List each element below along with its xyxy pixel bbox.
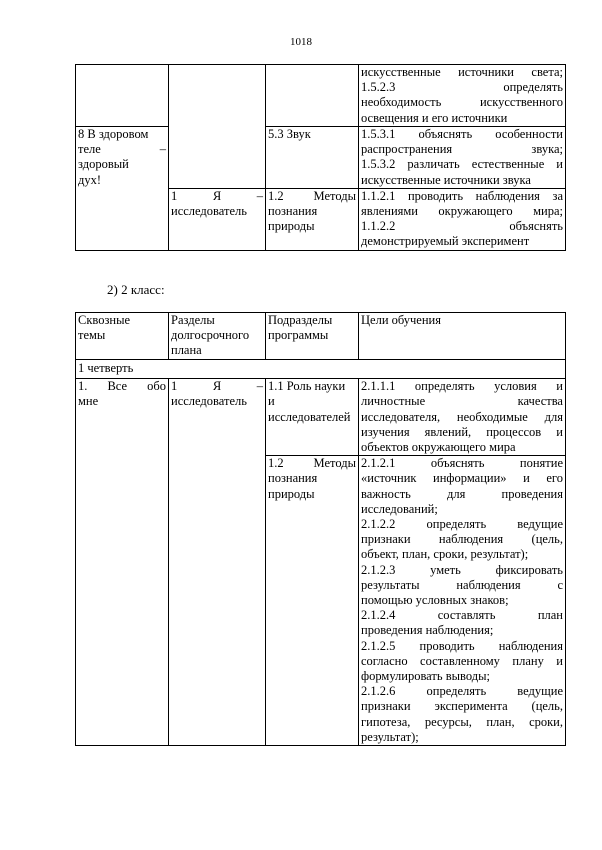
subsection-text: 5.3 Звук	[268, 127, 311, 141]
header-line: Цели обучения	[361, 313, 441, 327]
goal-line: объект, план, сроки, результат);	[361, 547, 529, 562]
goals-cell	[359, 188, 566, 250]
goal-line: 1.5.3.2 различать естественные и	[361, 157, 563, 172]
goal-line: 2.1.2.1 объяснять понятие	[361, 456, 563, 471]
theme-cell	[76, 65, 169, 127]
quarter-label: 1 четверть	[76, 360, 566, 379]
quarter-row	[76, 360, 566, 379]
goal-line: 2.1.2.5 проводить наблюдения	[361, 638, 563, 653]
table-row	[76, 127, 566, 189]
header-subsections	[266, 313, 359, 360]
subsection-cell	[266, 379, 359, 456]
goal-line: изучения явлений, процессов и	[361, 424, 563, 439]
table-row	[76, 65, 566, 127]
table-header-row	[76, 313, 566, 360]
subsection-line: познания	[268, 204, 318, 219]
header-line: Подразделы	[268, 313, 333, 327]
grade-heading: 2) 2 класс:	[107, 282, 165, 297]
subsection-line: 1.2 Методы	[268, 456, 356, 471]
goal-line: исследователя, необходимые для	[361, 409, 563, 424]
goal-line: объектов окружающего мира	[361, 440, 516, 455]
goal-line: 2.1.2.6 определять ведущие	[361, 684, 563, 699]
subsection-line: 1.2 Методы	[268, 188, 356, 203]
subsection-cell	[266, 65, 359, 127]
header-goals	[359, 313, 566, 360]
goal-line: 1.1.2.2 объяснять	[361, 219, 563, 234]
goal-line: распространения звука;	[361, 142, 563, 157]
header-line: Разделы	[171, 313, 215, 327]
theme-line: дух!	[78, 172, 102, 187]
goals-cell	[359, 379, 566, 456]
goal-line: 1.1.2.1 проводить наблюдения за	[361, 188, 563, 203]
goal-line: исследований;	[361, 501, 438, 516]
goal-line: необходимость искусственного	[361, 95, 563, 110]
theme-line: мне	[78, 394, 99, 409]
subsection-cell	[266, 456, 359, 746]
header-line: долгосрочного	[171, 328, 250, 343]
goal-line: 2.1.2.3 уметь фиксировать	[361, 562, 563, 577]
goal-line: демонстрируемый эксперимент	[361, 234, 530, 249]
theme-line: здоровый	[78, 157, 129, 172]
goal-line: результат);	[361, 729, 419, 744]
goal-line: признаки наблюдения (цель,	[361, 532, 563, 547]
goal-line: 1.5.3.1 объяснять особенности	[361, 127, 563, 141]
section-cell	[169, 379, 266, 746]
section-line: 1 Я –	[171, 188, 263, 203]
section-cell	[169, 65, 266, 189]
subsection-line: 1.1 Роль науки	[268, 379, 346, 394]
theme-cell	[76, 127, 169, 251]
goals-cell	[359, 127, 566, 189]
header-sections	[169, 313, 266, 360]
section-cell	[169, 188, 266, 250]
subsection-cell	[266, 188, 359, 250]
header-line: плана	[171, 343, 202, 358]
header-themes	[76, 313, 169, 360]
subsection-line: и	[268, 394, 275, 409]
section-line: исследователь	[171, 394, 247, 409]
goal-line: «источник информации» и его	[361, 471, 563, 486]
goal-line: признаки эксперимента (цель,	[361, 699, 563, 714]
goal-line: 2.1.2.4 составлять план	[361, 608, 563, 623]
subsection-line: природы	[268, 486, 315, 501]
table-row	[76, 379, 566, 456]
theme-cell	[76, 379, 169, 746]
goal-line: освещения и его источники	[361, 110, 508, 125]
goal-line: 1.5.2.3 определять	[361, 80, 563, 95]
subsection-cell	[266, 127, 359, 189]
goal-line: личностные качества	[361, 394, 563, 409]
theme-line: 8 В здоровом	[78, 127, 149, 141]
curriculum-table-grade-2	[75, 312, 566, 746]
header-line: программы	[268, 328, 329, 343]
goal-line: 2.1.1.1 определять условия и	[361, 379, 563, 394]
curriculum-table-grade-1-continued	[75, 64, 566, 251]
header-line: темы	[78, 328, 106, 343]
goal-line: важность для проведения	[361, 486, 563, 501]
goal-line: 2.1.2.2 определять ведущие	[361, 517, 563, 532]
goal-line: результаты наблюдения с	[361, 577, 563, 592]
subsection-line: познания	[268, 471, 318, 486]
goal-line: искусственные источники света;	[361, 65, 563, 79]
goals-cell	[359, 65, 566, 127]
goal-line: явлениями окружающего мира;	[361, 204, 563, 219]
subsection-line: исследователей	[268, 409, 351, 424]
goal-line: искусственные источники звука	[361, 172, 531, 187]
goal-line: формулировать выводы;	[361, 669, 490, 684]
page-number: 1018	[290, 36, 312, 48]
goals-cell	[359, 456, 566, 746]
theme-line: 1. Все обо	[78, 379, 166, 394]
goal-line: помощью условных знаков;	[361, 593, 509, 608]
section-line: исследователь	[171, 204, 247, 219]
theme-line: теле –	[78, 142, 166, 157]
goal-line: проведения наблюдения;	[361, 623, 494, 638]
header-line: Сквозные	[78, 313, 131, 327]
section-line: 1 Я –	[171, 379, 263, 394]
goal-line: гипотеза, ресурсы, план, сроки,	[361, 714, 563, 729]
goal-line: согласно составленному плану и	[361, 653, 563, 668]
subsection-line: природы	[268, 219, 315, 234]
